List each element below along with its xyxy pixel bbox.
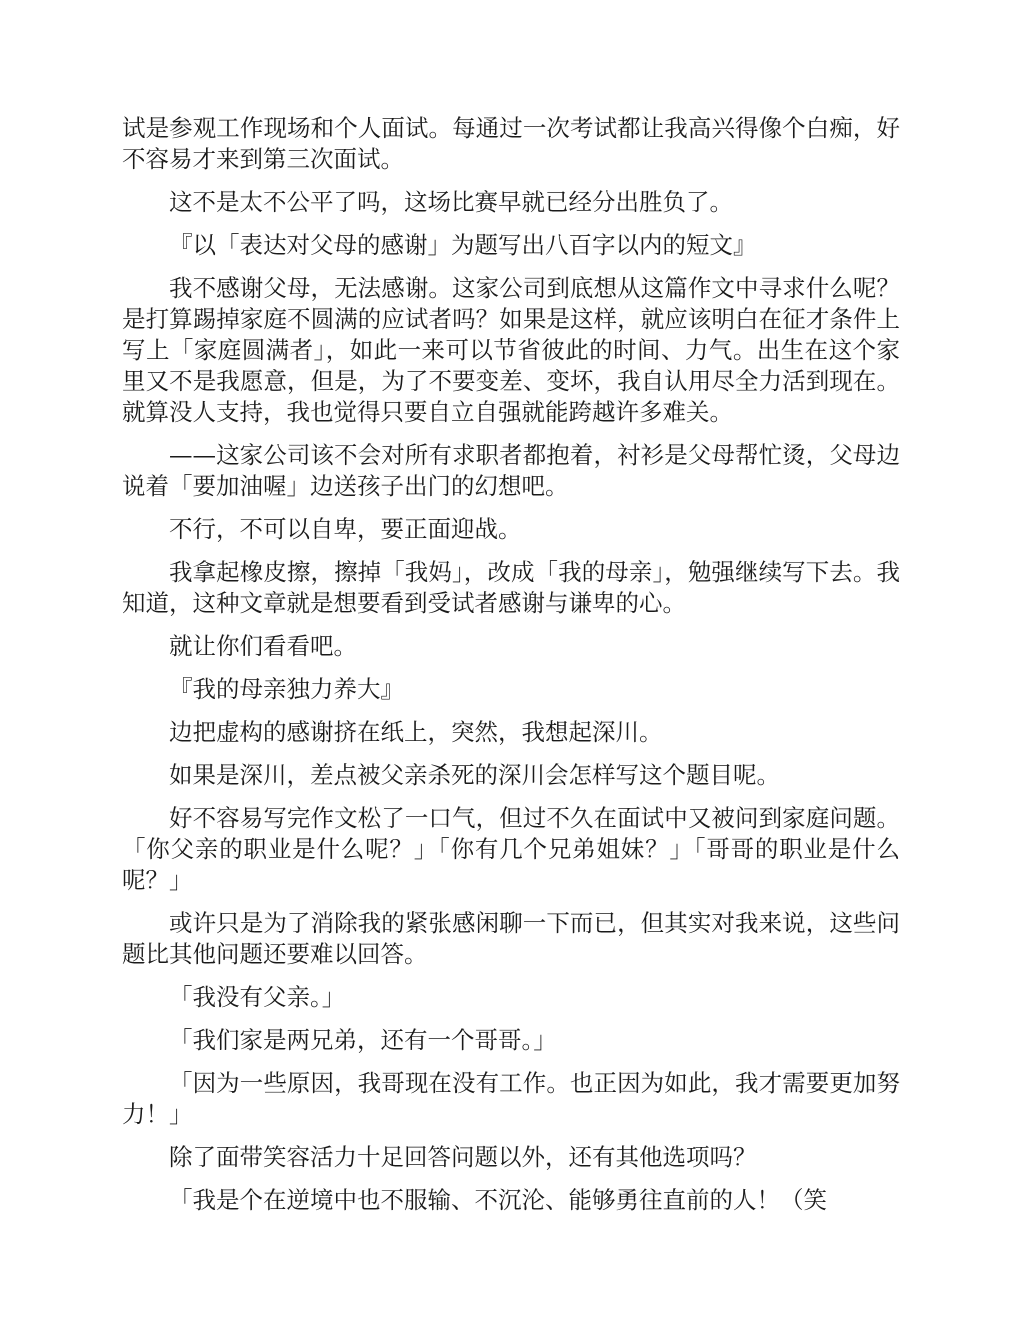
- paragraph-11: 如果是深川，差点被父亲杀死的深川会怎样写这个题目呢。: [169, 761, 780, 789]
- paragraph-17: 除了面带笑容活力十足回答问题以外，还有其他选项吗？: [169, 1143, 757, 1171]
- paragraph-2: 这不是太不公平了吗，这场比赛早就已经分出胜负了。: [169, 188, 733, 216]
- paragraph-3: 『以「表达对父母的感谢」为题写出八百字以内的短文』: [169, 231, 757, 259]
- paragraph-9: 『我的母亲独力养大』: [169, 675, 404, 703]
- paragraph-5: ——这家公司该不会对所有求职者都抱着，衬衫是父母帮忙烫，父母边说着「要加油喔」边送孩子出门的幻想吧。: [122, 441, 900, 500]
- document-page: [122, 113, 900, 1228]
- paragraph-1: 试是参观工作现场和个人面试。每通过一次考试都让我高兴得像个白痴，好不容易才来到第三次面试。: [122, 114, 900, 173]
- paragraph-12: 好不容易写完作文松了一口气，但过不久在面试中又被问到家庭问题。「你父亲的职业是什么呢？」「你有几个兄弟姐妹？」「哥哥的职业是什么呢？」: [122, 804, 900, 894]
- paragraph-15: 「我们家是两兄弟，还有一个哥哥。」: [169, 1026, 557, 1054]
- paragraph-16: 「因为一些原因，我哥现在没有工作。也正因为如此，我才需要更加努力！」: [122, 1069, 900, 1128]
- paragraph-7: 我拿起橡皮擦，擦掉「我妈」，改成「我的母亲」，勉强继续写下去。我知道，这种文章就是想要看到受试者感谢与谦卑的心。: [122, 558, 900, 617]
- paragraph-4: 我不感谢父母，无法感谢。这家公司到底想从这篇作文中寻求什么呢？是打算踢掉家庭不圆满的应试者吗？如果是这样，就应该明白在征才条件上写上「家庭圆满者」，如此一来可以节省彼此的时间、力气。出生在这个家里又不是我愿意，但是，为了不要变差、变坏，我自认用尽全力活到现在。就算没人支持，我也觉得只要自立自强就能跨越许多难关。: [122, 274, 900, 426]
- paragraph-14: 「我没有父亲。」: [169, 983, 346, 1011]
- paragraph-13: 或许只是为了消除我的紧张感闲聊一下而已，但其实对我来说，这些问题比其他问题还要难以回答。: [122, 909, 900, 968]
- paragraph-6: 不行，不可以自卑，要正面迎战。: [169, 515, 522, 543]
- paragraph-18: 「我是个在逆境中也不服输、不沉沦、能够勇往直前的人！（笑: [169, 1186, 827, 1214]
- paragraph-10: 边把虚构的感谢挤在纸上，突然，我想起深川。: [169, 718, 663, 746]
- paragraph-8: 就让你们看看吧。: [169, 632, 357, 660]
